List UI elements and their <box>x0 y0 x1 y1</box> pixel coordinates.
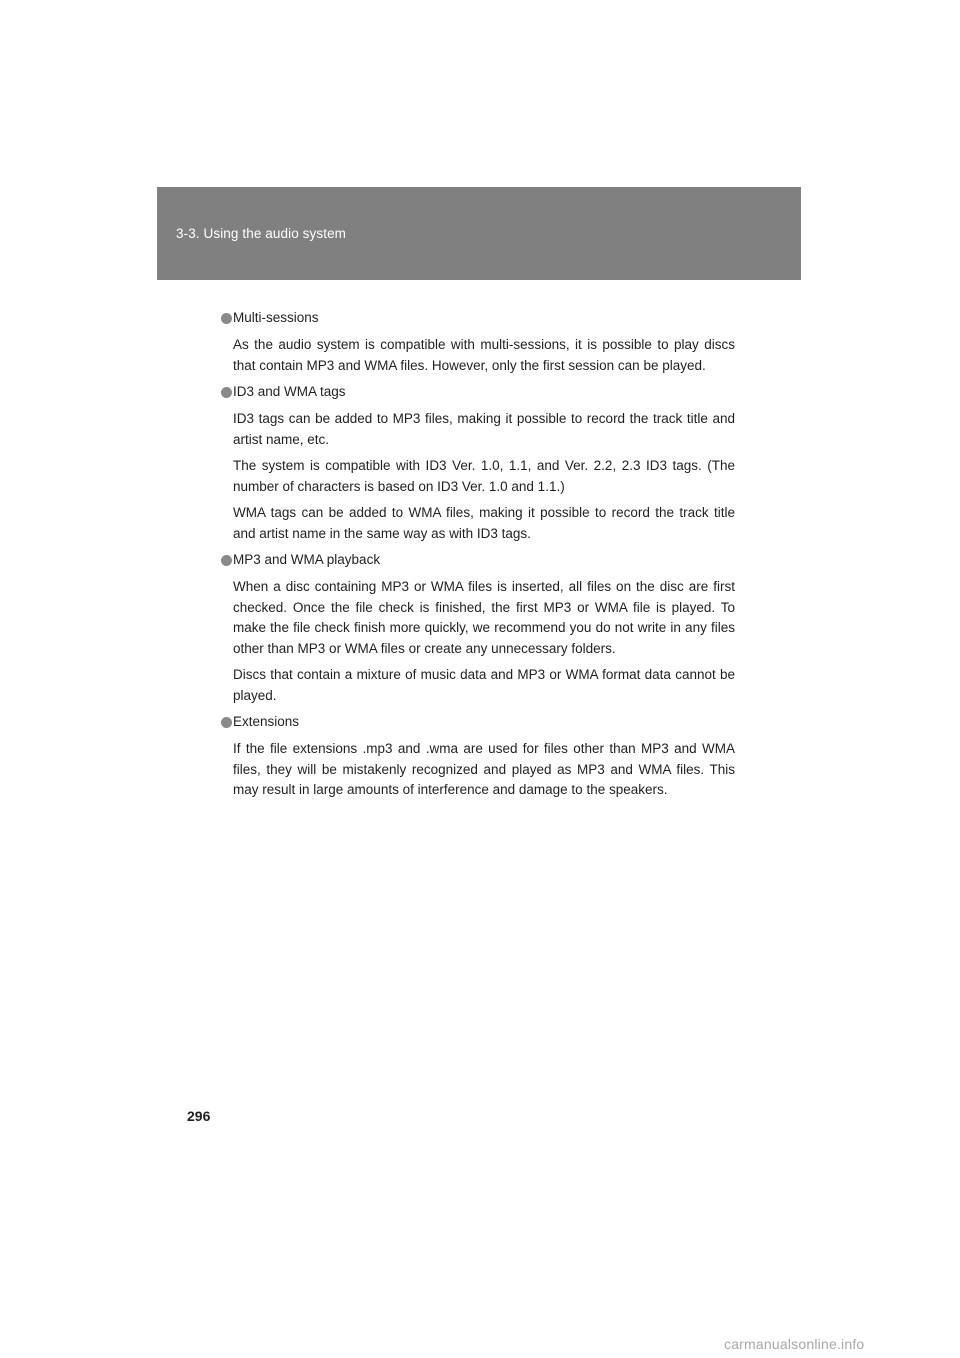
watermark-text: carmanualsonline.info <box>724 1336 865 1352</box>
bullet-dot-icon <box>221 555 232 566</box>
bullet-heading <box>219 382 735 403</box>
list-item-multi-sessions <box>219 308 735 376</box>
paragraph: Discs that contain a mixture of music data and MP3 or WMA format data cannot be played. <box>233 667 735 703</box>
bullet-heading-text: ID3 and WMA tags <box>233 384 346 399</box>
bullet-heading-text: Extensions <box>233 714 300 729</box>
paragraph: When a disc containing MP3 or WMA files is inserted, all files on the disc are first checked. Once the file check is finished, the first MP3 or WMA file is played. To make the file check finish more quickly, we recommend you do not write in any files other than MP3 or WMA files or create any unnecessary folders. <box>233 579 735 656</box>
bullet-heading-text: MP3 and WMA playback <box>233 552 381 567</box>
section-header-bar <box>157 187 801 280</box>
page-content <box>219 308 735 801</box>
list-item-mp3-wma-playback <box>219 550 735 706</box>
paragraph: ID3 tags can be added to MP3 files, making it possible to record the track title and artist name, etc. <box>233 411 735 447</box>
bullet-heading <box>219 308 735 329</box>
section-title: 3-3. Using the audio system <box>176 226 347 241</box>
bullet-heading-text: Multi-sessions <box>233 310 319 325</box>
paragraph: The system is compatible with ID3 Ver. 1.0, 1.1, and Ver. 2.2, 2.3 ID3 tags. (The number of characters is based on ID3 Ver. 1.0 and 1.1.) <box>233 458 735 494</box>
paragraph: WMA tags can be added to WMA files, making it possible to record the track title and artist name in the same way as with ID3 tags. <box>233 505 735 541</box>
bullet-dot-icon <box>221 717 232 728</box>
paragraph: As the audio system is compatible with multi-sessions, it is possible to play discs that contain MP3 and WMA files. However, only the first session can be played. <box>233 337 735 373</box>
bullet-dot-icon <box>221 313 232 324</box>
paragraph: If the file extensions .mp3 and .wma are used for files other than MP3 and WMA files, they will be mistakenly recognized and played as MP3 and WMA files. This may result in large amounts of interference and damage to the speakers. <box>233 741 735 797</box>
bullet-heading <box>219 712 735 733</box>
bullet-heading <box>219 550 735 571</box>
page-number: 296 <box>187 1108 211 1124</box>
bullet-dot-icon <box>221 387 232 398</box>
list-item-id3-wma-tags <box>219 382 735 544</box>
list-item-extensions <box>219 712 735 801</box>
